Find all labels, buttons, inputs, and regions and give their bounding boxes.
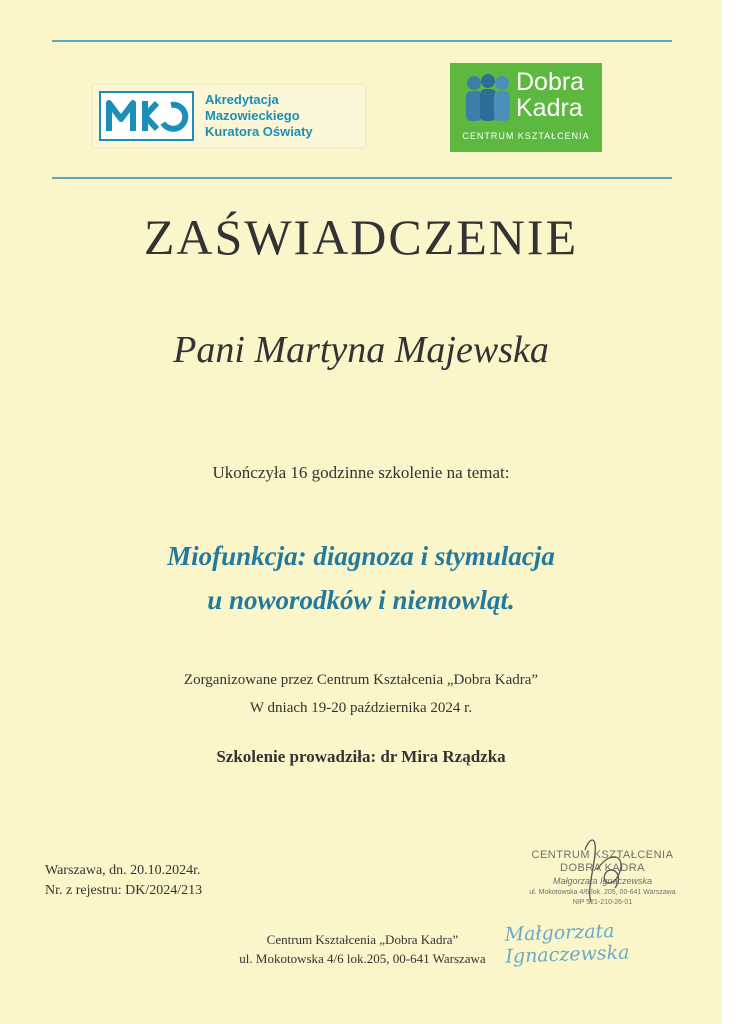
- stamp-line-4: ul. Mokotowska 4/6 lok. 205, 00-641 Warszawa: [529, 889, 676, 896]
- handwritten-signature: Małgorzata Ignaczewska: [504, 919, 630, 968]
- completion-text: Ukończyła 16 godzinne szkolenie na temat:: [212, 463, 510, 482]
- dk-title-line-1: Dobra: [516, 68, 585, 96]
- dobra-kadra-title: [516, 69, 600, 121]
- mko-line-3: Kuratora Oświaty: [205, 124, 313, 139]
- recipient-name: Pani Martyna Majewska: [173, 329, 549, 371]
- stamp-line-3: Małgorzata Ignaczewska: [552, 876, 653, 886]
- issue-details: [45, 861, 202, 901]
- mko-line-1: Akredytacja: [205, 92, 279, 107]
- footer-line-2: ul. Mokotowska 4/6 lok.205, 00-641 Warszawa: [239, 951, 486, 966]
- organizer-block: [0, 666, 722, 722]
- topic-line-1: Miofunkcja: diagnoza i stymulacja: [167, 541, 555, 571]
- dobra-kadra-subtitle: CENTRUM KSZTAŁCENIA: [462, 131, 590, 141]
- registry-number: Nr. z rejestru: DK/2024/213: [45, 883, 203, 898]
- footer-address: [230, 930, 495, 968]
- dk-title-line-2: Kadra: [516, 94, 583, 122]
- stamp-line-5: NIP 521-210-26-01: [572, 899, 633, 906]
- signature-scribble: [575, 830, 635, 930]
- people-icon: [460, 71, 516, 127]
- mko-line-2: Mazowieckiego: [205, 108, 300, 123]
- topic-line-2: u noworodków i niemowląt.: [207, 585, 515, 615]
- certificate-title: ZAŚWIADCZENIE: [143, 209, 579, 265]
- course-topic: [0, 534, 722, 622]
- organizer-line: Zorganizowane przez Centrum Kształcenia „Dobra Kadra”: [183, 672, 539, 688]
- footer-line-1: Centrum Kształcenia „Dobra Kadra”: [266, 932, 459, 947]
- dates-line: W dniach 19-20 października 2024 r.: [249, 700, 473, 716]
- stamp-line-1: CENTRUM KSZTAŁCENIA: [531, 849, 674, 861]
- mko-accreditation-logo: [93, 85, 365, 147]
- trainer-line: Szkolenie prowadziła: dr Mira Rządzka: [216, 747, 506, 766]
- bottom-divider: [52, 177, 672, 179]
- dobra-kadra-logo: [450, 63, 602, 152]
- mko-logo-mark: [99, 91, 194, 141]
- mko-logo-text: [205, 92, 365, 140]
- place-date: Warszawa, dn. 20.10.2024r.: [45, 863, 201, 878]
- scan-edge: [722, 0, 745, 1024]
- stamp-line-2: DOBRA KADRA: [560, 862, 645, 874]
- top-divider: [52, 40, 672, 42]
